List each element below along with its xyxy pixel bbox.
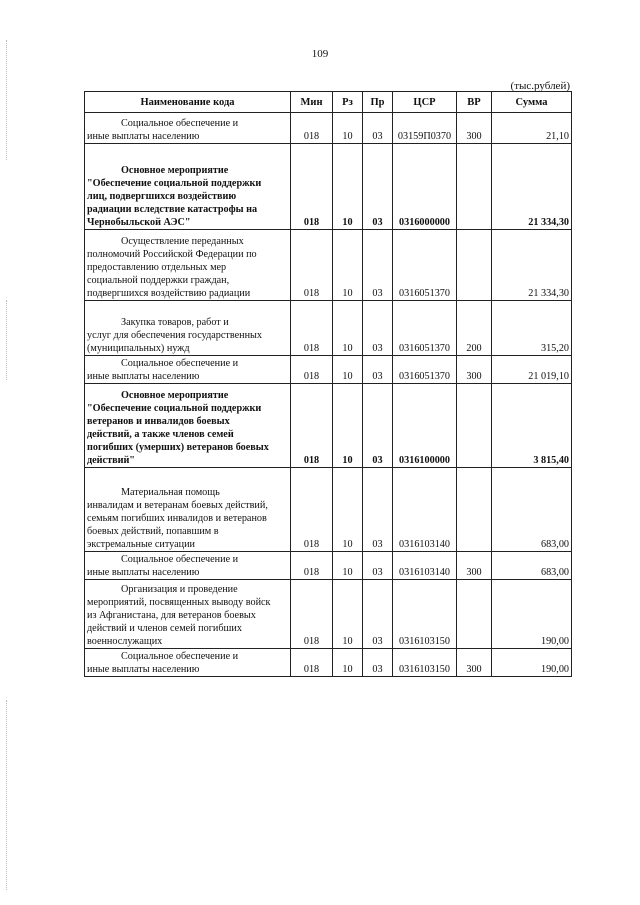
cell-vr: 300: [457, 552, 492, 580]
cell-min: 018: [291, 552, 333, 580]
name-line: семьям погибших инвалидов и ветеранов: [87, 513, 267, 524]
cell-csr: 0316051370: [393, 356, 457, 384]
name-line: инвалидам и ветеранам боевых действий,: [87, 500, 268, 511]
name-line: "Обеспечение социальной поддержки: [87, 403, 262, 414]
cell-min: 018: [291, 468, 333, 552]
row-name: [85, 552, 291, 580]
row-name: [85, 649, 291, 677]
cell-csr: 0316103140: [393, 468, 457, 552]
name-line: из Афганистана, для ветеранов боевых: [87, 610, 256, 621]
cell-csr: 0316051370: [393, 301, 457, 356]
cell-pr: 03: [363, 552, 393, 580]
cell-sum: 190,00: [492, 649, 572, 677]
cell-rz: 10: [333, 384, 363, 468]
cell-min: 018: [291, 230, 333, 301]
budget-table: [84, 91, 572, 677]
table-row: [85, 384, 572, 468]
scan-edge-mark: [6, 300, 7, 380]
name-line: Материальная помощь: [121, 487, 220, 498]
row-name: [85, 113, 291, 144]
cell-pr: 03: [363, 301, 393, 356]
cell-csr: 0316100000: [393, 384, 457, 468]
cell-sum: 683,00: [492, 552, 572, 580]
cell-vr: [457, 468, 492, 552]
name-line: Социальное обеспечение и: [121, 554, 239, 565]
name-line: полномочий Российской Федерации по: [87, 249, 257, 260]
cell-vr: [457, 580, 492, 649]
cell-pr: 03: [363, 384, 393, 468]
cell-csr: 0316103140: [393, 552, 457, 580]
name-line: иные выплаты населению: [87, 567, 200, 578]
cell-rz: 10: [333, 301, 363, 356]
name-line: погибших (умерших) ветеранов боевых: [87, 442, 269, 453]
page-number: 109: [311, 48, 329, 60]
name-line: Основное мероприятие: [121, 390, 229, 401]
cell-min: 018: [291, 649, 333, 677]
row-name: [85, 356, 291, 384]
cell-pr: 03: [363, 113, 393, 144]
table-row: [85, 356, 572, 384]
row-name: [85, 384, 291, 468]
table-row: [85, 649, 572, 677]
name-line: экстремальные ситуации: [87, 539, 195, 550]
col-header-name: Наименование кода: [85, 92, 291, 113]
cell-rz: 10: [333, 468, 363, 552]
name-line: боевых действий, попавшим в: [87, 526, 219, 537]
cell-sum: 190,00: [492, 580, 572, 649]
cell-sum: 3 815,40: [492, 384, 572, 468]
table-row: [85, 113, 572, 144]
cell-sum: 21 019,10: [492, 356, 572, 384]
cell-pr: 03: [363, 356, 393, 384]
cell-csr: 0316000000: [393, 144, 457, 230]
row-name: [85, 468, 291, 552]
cell-sum: 315,20: [492, 301, 572, 356]
col-header-min: Мин: [291, 92, 333, 113]
name-line: (муниципальных) нужд: [87, 343, 190, 354]
cell-vr: 300: [457, 356, 492, 384]
name-line: действий": [87, 455, 135, 466]
cell-pr: 03: [363, 580, 393, 649]
cell-pr: 03: [363, 144, 393, 230]
col-header-csr: ЦСР: [393, 92, 457, 113]
name-line: военнослужащих: [87, 636, 163, 647]
cell-pr: 03: [363, 468, 393, 552]
name-line: мероприятий, посвященных выводу войск: [87, 597, 271, 608]
cell-vr: 200: [457, 301, 492, 356]
row-name: [85, 301, 291, 356]
cell-rz: 10: [333, 580, 363, 649]
row-name: [85, 230, 291, 301]
cell-min: 018: [291, 580, 333, 649]
cell-pr: 03: [363, 649, 393, 677]
cell-vr: 300: [457, 113, 492, 144]
cell-rz: 10: [333, 230, 363, 301]
cell-vr: [457, 230, 492, 301]
col-header-rz: Рз: [333, 92, 363, 113]
name-line: действий, а также членов семей: [87, 429, 234, 440]
cell-min: 018: [291, 384, 333, 468]
table-row: [85, 468, 572, 552]
table-row: [85, 301, 572, 356]
cell-csr: 03159П0370: [393, 113, 457, 144]
name-line: предоставлению отдельных мер: [87, 262, 227, 273]
cell-rz: 10: [333, 649, 363, 677]
cell-vr: 300: [457, 649, 492, 677]
table-row: [85, 230, 572, 301]
name-line: лиц, подвергшихся воздействию: [87, 191, 237, 202]
cell-rz: 10: [333, 552, 363, 580]
name-line: подвергшихся воздействию радиации: [87, 288, 251, 299]
name-line: "Обеспечение социальной поддержки: [87, 178, 262, 189]
table-row: [85, 580, 572, 649]
table-row: [85, 552, 572, 580]
name-line: иные выплаты населению: [87, 131, 200, 142]
cell-min: 018: [291, 356, 333, 384]
name-line: Чернобыльской АЭС": [87, 217, 191, 228]
cell-sum: 21,10: [492, 113, 572, 144]
table-header-row: [85, 92, 572, 113]
name-line: Социальное обеспечение и: [121, 651, 239, 662]
cell-sum: 21 334,30: [492, 144, 572, 230]
name-line: социальной поддержки граждан,: [87, 275, 230, 286]
units-label: (тыс.рублей): [510, 80, 570, 92]
cell-pr: 03: [363, 230, 393, 301]
name-line: Осуществление переданных: [121, 236, 244, 247]
name-line: Социальное обеспечение и: [121, 118, 239, 129]
cell-rz: 10: [333, 113, 363, 144]
name-line: ветеранов и инвалидов боевых: [87, 416, 230, 427]
name-line: услуг для обеспечения государственных: [87, 330, 262, 341]
name-line: иные выплаты населению: [87, 664, 200, 675]
name-line: Социальное обеспечение и: [121, 358, 239, 369]
col-header-sum: Сумма: [492, 92, 572, 113]
cell-sum: 21 334,30: [492, 230, 572, 301]
cell-min: 018: [291, 301, 333, 356]
cell-rz: 10: [333, 356, 363, 384]
scan-edge-mark: [6, 40, 7, 160]
name-line: действий и членов семей погибших: [87, 623, 242, 634]
name-line: радиации вследствие катастрофы на: [87, 204, 258, 215]
cell-csr: 0316051370: [393, 230, 457, 301]
cell-min: 018: [291, 113, 333, 144]
col-header-vr: ВР: [457, 92, 492, 113]
cell-csr: 0316103150: [393, 649, 457, 677]
cell-vr: [457, 384, 492, 468]
cell-sum: 683,00: [492, 468, 572, 552]
cell-csr: 0316103150: [393, 580, 457, 649]
name-line: Организация и проведение: [121, 584, 238, 595]
col-header-pr: Пр: [363, 92, 393, 113]
row-name: [85, 580, 291, 649]
name-line: Закупка товаров, работ и: [121, 317, 229, 328]
name-line: Основное мероприятие: [121, 165, 229, 176]
cell-rz: 10: [333, 144, 363, 230]
name-line: иные выплаты населению: [87, 371, 200, 382]
table-row: [85, 144, 572, 230]
cell-vr: [457, 144, 492, 230]
row-name: [85, 144, 291, 230]
cell-min: 018: [291, 144, 333, 230]
scan-edge-mark: [6, 700, 7, 890]
